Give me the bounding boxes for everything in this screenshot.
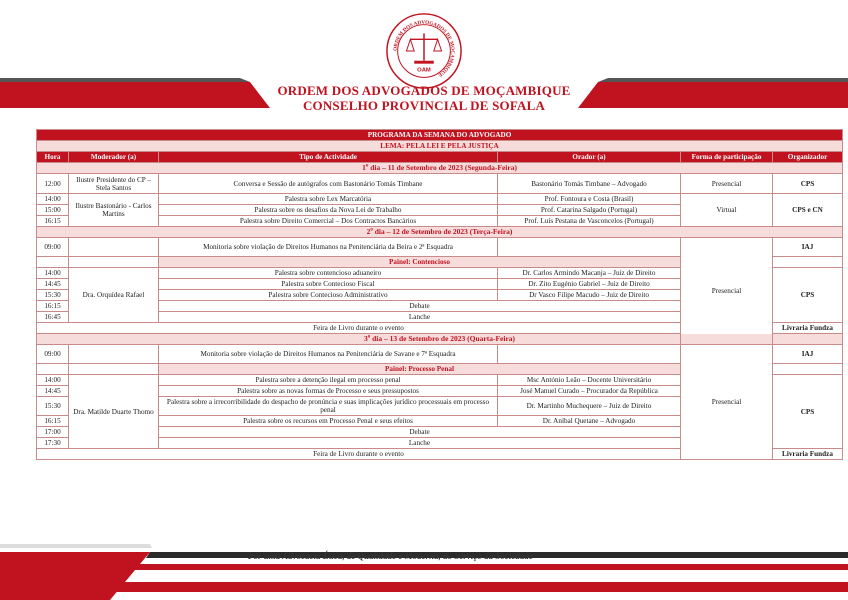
activity-cell: Conversa e Sessão de autógrafos com Bastonário Tomás Timbane	[159, 174, 498, 194]
seal-ring-text: ORDEM DOS ADVOGADOS DE MOÇAMBIQUE	[392, 19, 456, 78]
col-orador: Orador (a)	[498, 152, 681, 163]
format-cell: Presencial	[681, 238, 773, 345]
activity-cell: Palestra sobre Contecioso Fiscal	[159, 279, 498, 290]
council-name: CONSELHO PROVINCIAL DE SOFALA	[302, 98, 546, 113]
moderator-cell: Ilustre Bastonário - Carlos Martins	[69, 194, 159, 227]
speaker-cell: Dr. Martinho Muchequere – Juiz de Direito	[498, 397, 681, 416]
activity-cell: Debate	[159, 301, 681, 312]
speaker-cell: Prof. Catarina Salgado (Portugal)	[498, 205, 681, 216]
moderator-cell: Dra. Matilde Duarte Thomo	[69, 375, 159, 449]
col-organizador: Organizador	[773, 152, 843, 163]
moderator-cell	[69, 345, 159, 364]
book-fair-cell: Feira de Livro durante o evento	[37, 323, 681, 334]
program-table	[36, 129, 843, 460]
program-lema: LEMA: PELA LEI E PELA JUSTIÇA	[37, 141, 843, 152]
activity-cell: Debate	[159, 427, 681, 438]
time-cell: 17:30	[37, 438, 69, 449]
time-cell: 15:30	[37, 397, 69, 416]
organizer-cell: CPS	[773, 268, 843, 323]
organizer-cell: CPS	[773, 174, 843, 194]
activity-cell: Palestra sobre a detenção ilegal em processo penal	[159, 375, 498, 386]
activity-cell: Palestra sobre contencioso aduaneiro	[159, 268, 498, 279]
col-hora: Hora	[37, 152, 69, 163]
moderator-cell	[69, 238, 159, 257]
footer-motto: Por uma Advocacia Ética, de Qualidade e Moderna, ao Serviço da Sociedade	[248, 551, 533, 561]
time-cell: 14:00	[37, 375, 69, 386]
col-moderador: Moderador (a)	[69, 152, 159, 163]
day-header-row	[37, 227, 843, 238]
activity-cell: Lanche	[159, 312, 681, 323]
format-cell: Presencial	[681, 345, 773, 460]
organizer-cell: Livraria Fundza	[773, 323, 843, 334]
organizer-cell: CPS e CN	[773, 194, 843, 227]
time-cell: 14:45	[37, 279, 69, 290]
speaker-cell	[498, 238, 681, 257]
speaker-cell: Dr Vasco Filipe Macudo – Juiz de Direito	[498, 290, 681, 301]
organizer-cell: IAJ	[773, 345, 843, 364]
speaker-cell: José Manuel Curado – Procurador da República	[498, 386, 681, 397]
activity-cell: Palestra sobre a irrecorribilidade do despacho de pronúncia e suas implicações jurídico processuais em processo penal	[159, 397, 498, 416]
speaker-cell: Prof. Luís Pestana de Vasconcelos (Portugal)	[498, 216, 681, 227]
table-row	[37, 345, 843, 364]
speaker-cell: Dr. Carlos Armindo Macanja – Juiz de Direito	[498, 268, 681, 279]
format-cell: Presencial	[681, 174, 773, 194]
moderator-cell: Dra. Orquídea Rafael	[69, 268, 159, 323]
activity-cell: Monitoria sobre violação de Direitos Humanos na Penitenciária da Beira e 2ª Esquadra	[159, 238, 498, 257]
activity-cell: Palestra sobre as novas formas de Processo e seus pressupostos	[159, 386, 498, 397]
time-cell: 16:45	[37, 312, 69, 323]
moderator-cell: Ilustre Presidente do CP – Stela Santos	[69, 174, 159, 194]
day-header-row	[37, 334, 843, 345]
table-title-row	[37, 130, 843, 141]
activity-cell: Palestra sobre os desafios da Nova Lei de Trabalho	[159, 205, 498, 216]
activity-cell: Monitoria sobre violação de Direitos Humanos na Penitenciária de Savane e 7ª Esquadra	[159, 345, 498, 364]
day2-label: 2$^o$ dia – 12 de Setembro de 2023 (Terça-Feira)	[37, 227, 843, 238]
format-cell: Virtual	[681, 194, 773, 227]
time-cell: 14:45	[37, 386, 69, 397]
time-cell: 14:00	[37, 268, 69, 279]
speaker-cell	[498, 345, 681, 364]
speaker-cell: Dr. Aníbal Quetane – Advogado	[498, 416, 681, 427]
time-cell: 09:00	[37, 345, 69, 364]
speaker-cell: Bastonário Tomás Timbane – Advogado	[498, 174, 681, 194]
activity-cell: Palestra sobre os recursos em Processo Penal e seus efeitos	[159, 416, 498, 427]
table-row	[37, 174, 843, 194]
col-tipo: Tipo de Actividade	[159, 152, 498, 163]
col-forma: Forma de participação	[681, 152, 773, 163]
book-fair-cell: Feira de Livro durante o evento	[37, 449, 681, 460]
lema-row	[37, 141, 843, 152]
speaker-cell: Msc António Leão – Docente Universitário	[498, 375, 681, 386]
oam-seal-logo	[385, 12, 463, 90]
panel-label: Painel: Contencioso	[159, 257, 681, 268]
program-title: PROGRAMA DA SEMANA DO ADVOGADO	[37, 130, 843, 141]
time-cell: 17:00	[37, 427, 69, 438]
time-cell: 15:00	[37, 205, 69, 216]
activity-cell: Palestra sobre Lex Marcatória	[159, 194, 498, 205]
time-cell: 16:15	[37, 301, 69, 312]
time-cell: 16:15	[37, 416, 69, 427]
activity-cell: Palestra sobre Contecioso Administrativo	[159, 290, 498, 301]
activity-cell: Lanche	[159, 438, 681, 449]
panel-label: Painel: Processo Penal	[159, 364, 681, 375]
time-cell: 12:00	[37, 174, 69, 194]
activity-cell: Palestra sobre Direito Comercial – Dos Contractos Bancários	[159, 216, 498, 227]
time-cell: 16:15	[37, 216, 69, 227]
org-name: ORDEM DOS ADVOGADOS DE MOÇAMBIQUE	[277, 83, 571, 98]
table-row	[37, 238, 843, 257]
seal-center-text: OAM	[417, 67, 431, 74]
organizer-cell: CPS	[773, 375, 843, 449]
day1-label: 1$^o$ dia – 11 de Setembro de 2023 (Segunda-Feira)	[37, 163, 843, 174]
speaker-cell: Prof. Fontoura e Costa (Brasil)	[498, 194, 681, 205]
time-cell: 09:00	[37, 238, 69, 257]
day-header-row	[37, 163, 843, 174]
time-cell: 14:00	[37, 194, 69, 205]
column-header-row	[37, 152, 843, 163]
organizer-cell: Livraria Fundza	[773, 449, 843, 460]
table-row	[37, 194, 843, 205]
time-cell: 15:30	[37, 290, 69, 301]
organizer-cell: IAJ	[773, 238, 843, 257]
day3-label: 3$^o$ dia – 13 de Setembro de 2023 (Quarta-Feira)	[37, 334, 843, 345]
speaker-cell: Dr. Zito Eugénio Gabriel – Juiz de Direito	[498, 279, 681, 290]
